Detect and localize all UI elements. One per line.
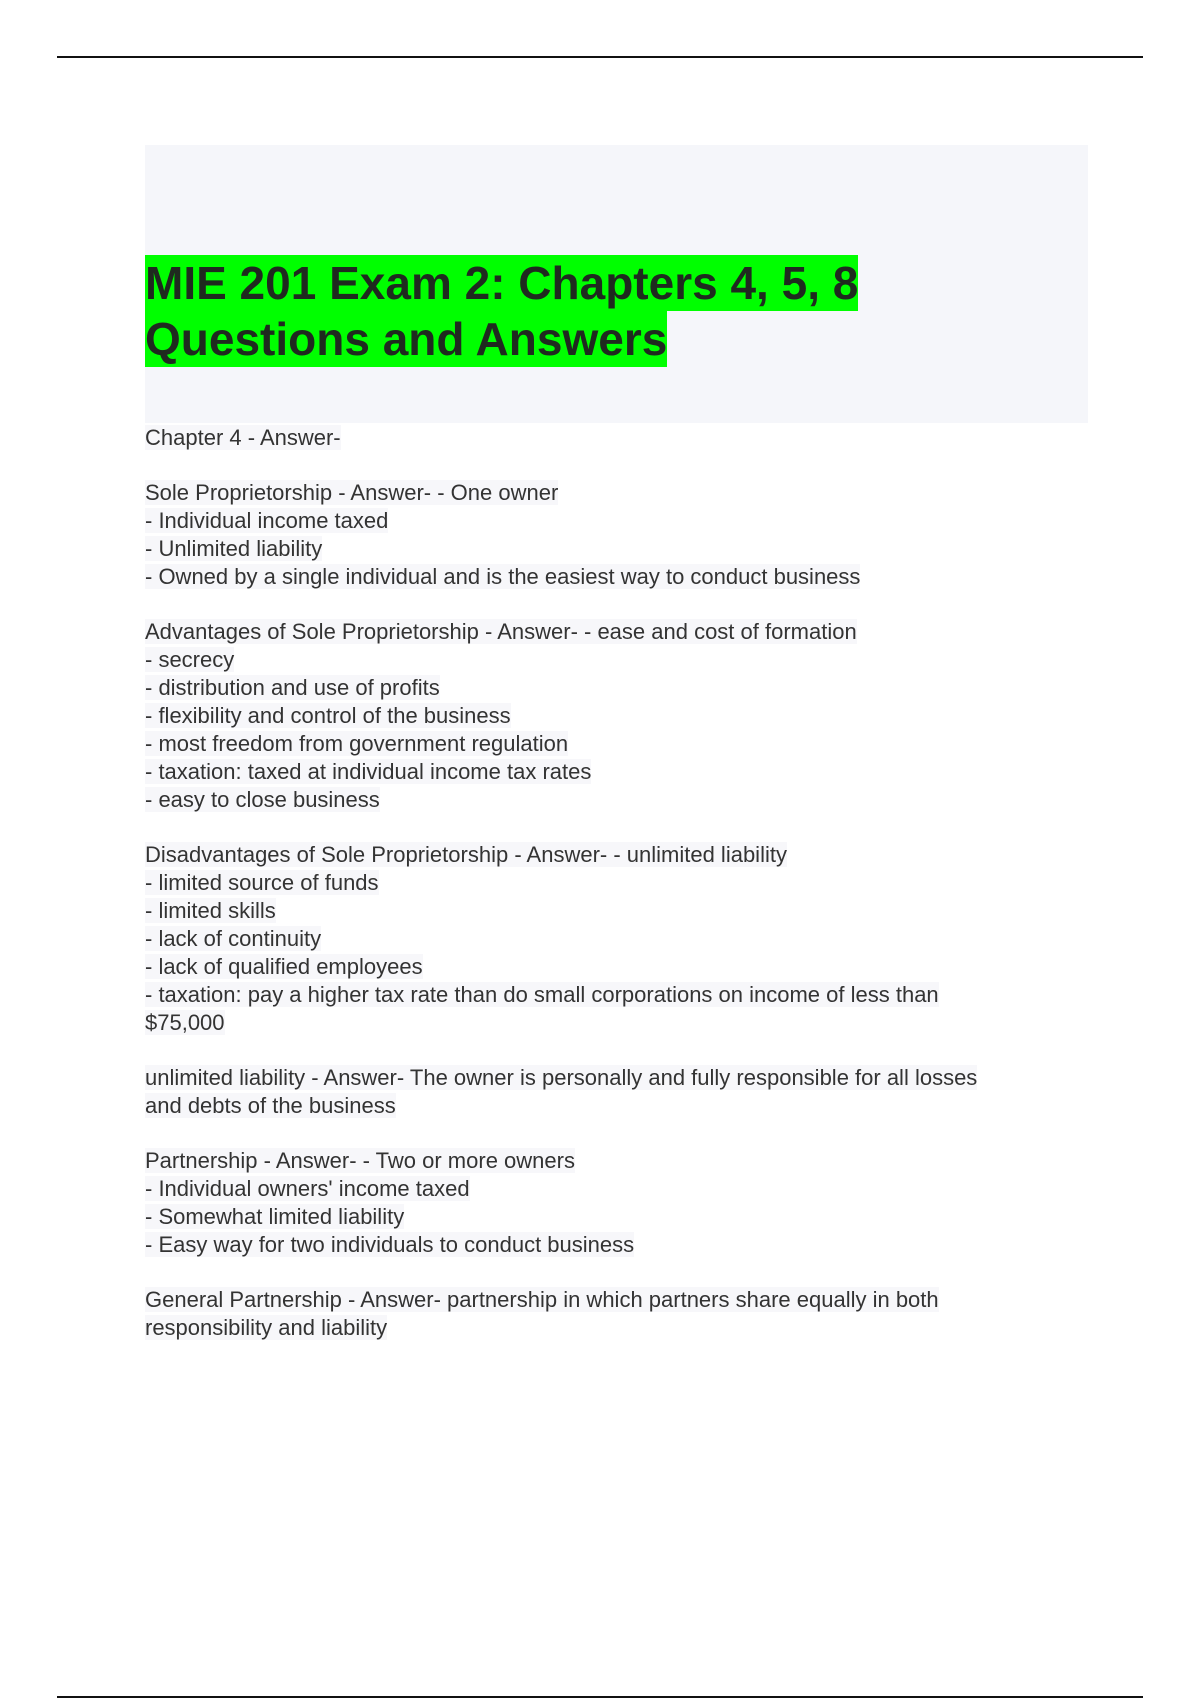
text-line: [145, 424, 1105, 452]
text-line-content: and debts of the business: [145, 1093, 396, 1118]
text-line-content: - Somewhat limited liability: [145, 1204, 405, 1229]
text-line: [145, 758, 1105, 786]
text-line: [145, 1203, 1105, 1231]
qa-entry: [145, 841, 1105, 1037]
text-line: [145, 1286, 1105, 1314]
qa-entry: [145, 618, 1105, 814]
text-line: [145, 507, 1105, 535]
text-line-content: General Partnership - Answer- partnership in which partners share equally in both: [145, 1287, 939, 1312]
title-line-2: Questions and Answers: [145, 313, 668, 365]
text-line: [145, 646, 1105, 674]
text-line-content: - Easy way for two individuals to conduct business: [145, 1232, 635, 1257]
text-line-content: - limited source of funds: [145, 870, 379, 895]
text-line: [145, 1231, 1105, 1259]
qa-entry: [145, 479, 1105, 591]
text-line-content: - lack of continuity: [145, 926, 322, 951]
text-line: [145, 674, 1105, 702]
text-line: [145, 925, 1105, 953]
text-line-content: - most freedom from government regulation: [145, 731, 569, 756]
text-line-content: unlimited liability - Answer- The owner is personally and fully responsible for all losses: [145, 1065, 978, 1090]
text-line: [145, 1314, 1105, 1342]
text-line-content: - lack of qualified employees: [145, 954, 423, 979]
text-line: [145, 702, 1105, 730]
text-line: [145, 479, 1105, 507]
text-line: [145, 841, 1105, 869]
text-line-content: Sole Proprietorship - Answer- - One owner: [145, 480, 559, 505]
top-rule: [57, 56, 1143, 58]
text-line: [145, 535, 1105, 563]
text-line: [145, 869, 1105, 897]
qa-entry: [145, 424, 1105, 452]
text-line-content: Advantages of Sole Proprietorship - Answer- - ease and cost of formation: [145, 619, 857, 644]
text-line-content: - taxation: taxed at individual income tax rates: [145, 759, 592, 784]
text-line: [145, 786, 1105, 814]
text-line-content: $75,000: [145, 1010, 225, 1035]
text-line-content: - taxation: pay a higher tax rate than do small corporations on income of less than: [145, 982, 939, 1007]
text-line: [145, 1009, 1105, 1037]
title-line-1: MIE 201 Exam 2: Chapters 4, 5, 8: [145, 257, 859, 309]
qa-entry: [145, 1147, 1105, 1259]
text-line: [145, 618, 1105, 646]
text-line-content: responsibility and liability: [145, 1315, 388, 1340]
text-line-content: Chapter 4 - Answer-: [145, 425, 341, 450]
text-line: [145, 953, 1105, 981]
bottom-rule: [57, 1696, 1143, 1698]
text-line: [145, 981, 1105, 1009]
document-body: [145, 424, 1105, 1369]
text-line-content: - distribution and use of profits: [145, 675, 440, 700]
text-line: [145, 1175, 1105, 1203]
text-line-content: - secrecy: [145, 647, 235, 672]
text-line-content: - limited skills: [145, 898, 276, 923]
qa-entry: [145, 1064, 1105, 1120]
text-line: [145, 1092, 1105, 1120]
text-line-content: - Unlimited liability: [145, 536, 323, 561]
text-line-content: - Individual income taxed: [145, 508, 389, 533]
text-line-content: - Individual owners' income taxed: [145, 1176, 470, 1201]
text-line: [145, 730, 1105, 758]
text-line: [145, 897, 1105, 925]
text-line: [145, 563, 1105, 591]
text-line-content: Disadvantages of Sole Proprietorship - Answer- - unlimited liability: [145, 842, 787, 867]
document-title: [145, 255, 945, 367]
qa-entry: [145, 1286, 1105, 1342]
text-line: [145, 1064, 1105, 1092]
text-line-content: - easy to close business: [145, 787, 380, 812]
text-line: [145, 1147, 1105, 1175]
text-line-content: - Owned by a single individual and is the easiest way to conduct business: [145, 564, 861, 589]
text-line-content: Partnership - Answer- - Two or more owners: [145, 1148, 575, 1173]
text-line-content: - flexibility and control of the business: [145, 703, 511, 728]
